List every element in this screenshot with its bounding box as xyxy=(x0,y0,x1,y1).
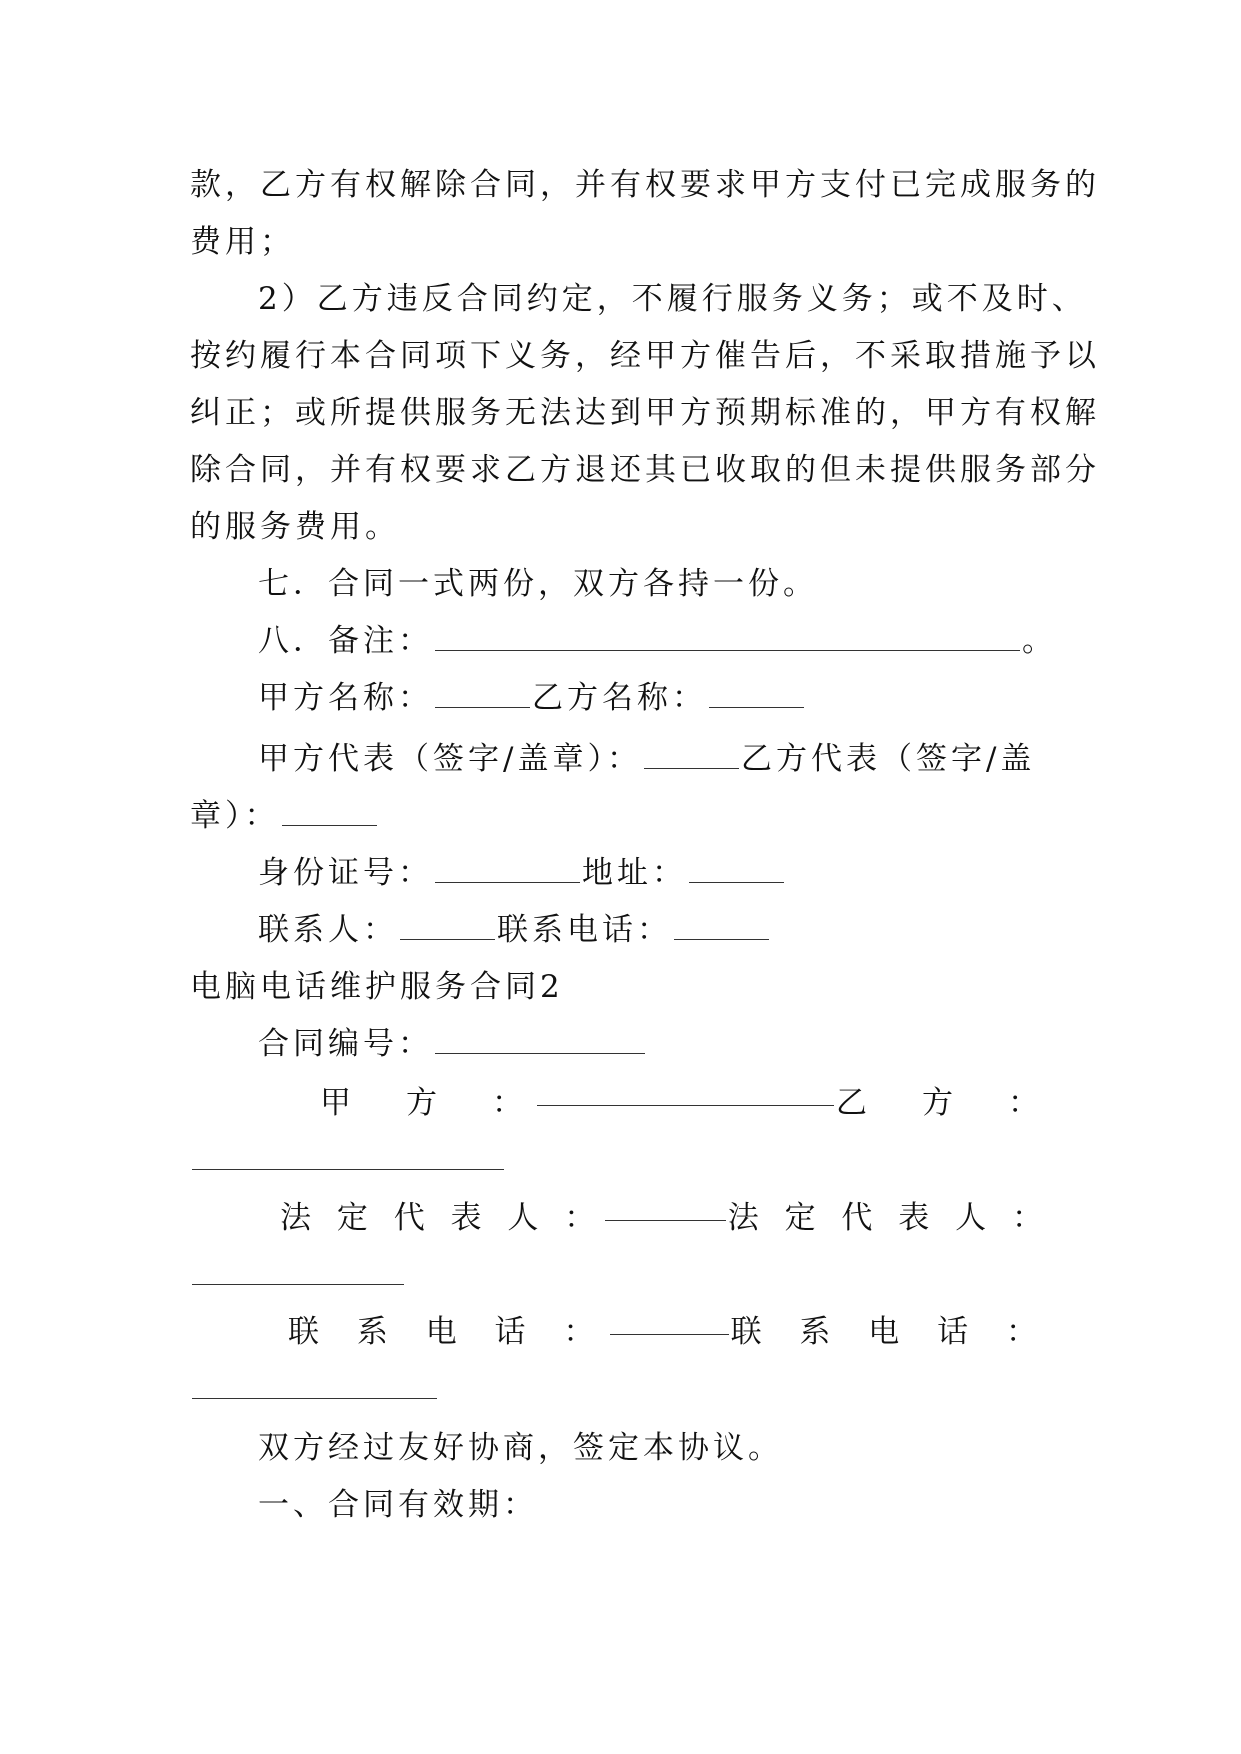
contact-person-blank[interactable] xyxy=(400,917,495,940)
section-one-heading xyxy=(258,1485,1051,1525)
text: 费用； xyxy=(190,224,295,260)
party-names-line xyxy=(258,678,1051,718)
body-line xyxy=(190,222,1051,262)
party-a-rep-label: 甲方代表（签字/盖章）： xyxy=(258,741,642,777)
body-line xyxy=(190,336,1100,376)
contact-person-label: 联系人： xyxy=(258,912,398,948)
contact-line xyxy=(258,910,1051,950)
remarks-line xyxy=(258,621,1057,661)
party-b-rep-label: 乙方代表（签字/盖 xyxy=(740,741,1036,777)
text: 按约履行本合同项下义务，经甲方催告后，不采取措施予以 xyxy=(190,338,1100,374)
contract-number-line xyxy=(258,1024,1051,1064)
legal-rep-b-label: 法 定 代 表 人 ： xyxy=(727,1200,1051,1236)
body-line xyxy=(190,507,1051,547)
text: 除合同，并有权要求乙方退还其已收取的但未提供服务部分 xyxy=(190,452,1100,488)
text: 一、合同有效期： xyxy=(258,1487,538,1523)
party-a-label: 甲 方 ： xyxy=(320,1085,535,1121)
party-a-blank[interactable] xyxy=(537,1083,834,1106)
text: 章）： xyxy=(190,798,280,834)
text: 。 xyxy=(1022,623,1057,659)
phone-b-blank-line xyxy=(190,1369,1051,1409)
parties-line xyxy=(320,1083,1051,1123)
remarks-blank[interactable] xyxy=(435,628,1020,651)
party-a-rep-blank[interactable] xyxy=(644,746,739,769)
legal-rep-b-blank[interactable] xyxy=(192,1262,404,1285)
contract-title xyxy=(190,967,1051,1007)
contract-number-blank[interactable] xyxy=(435,1031,645,1054)
party-a-name-blank[interactable] xyxy=(435,685,530,708)
phone-a-label: 联 系 电 话 ： xyxy=(288,1314,609,1350)
clause-seven xyxy=(258,564,1051,604)
legal-rep-b-blank-line xyxy=(190,1255,1051,1295)
address-blank[interactable] xyxy=(689,860,784,883)
text: 双方经过友好协商，签定本协议。 xyxy=(258,1430,783,1466)
contact-phone-label: 联系电话： xyxy=(497,912,672,948)
text: 2）乙方违反合同约定，不履行服务义务；或不及时、 xyxy=(258,281,1087,317)
remarks-label: 八．备注： xyxy=(258,623,433,659)
legal-rep-a-blank[interactable] xyxy=(605,1198,725,1221)
id-number-label: 身份证号： xyxy=(258,855,433,891)
body-line xyxy=(190,450,1100,490)
party-b-rep-blank[interactable] xyxy=(282,803,377,826)
text: 的服务费用。 xyxy=(190,509,400,545)
party-a-name-label: 甲方名称： xyxy=(258,680,433,716)
representative-line xyxy=(258,739,1051,779)
party-b-blank[interactable] xyxy=(192,1147,504,1170)
contact-phone-blank[interactable] xyxy=(674,917,769,940)
text: 七．合同一式两份，双方各持一份。 xyxy=(258,566,818,602)
body-line xyxy=(258,279,1087,319)
phone-b-blank[interactable] xyxy=(192,1376,437,1399)
contract-number-label: 合同编号： xyxy=(258,1026,433,1062)
party-b-name-blank[interactable] xyxy=(709,685,804,708)
phone-a-blank[interactable] xyxy=(610,1312,728,1335)
body-line xyxy=(190,165,1100,205)
phone-b-label: 联 系 电 话 ： xyxy=(730,1314,1051,1350)
party-b-name-label: 乙方名称： xyxy=(532,680,707,716)
body-line xyxy=(190,393,1100,433)
representative-line-cont xyxy=(190,796,1051,836)
text: 纠正；或所提供服务无法达到甲方预期标准的，甲方有权解 xyxy=(190,395,1100,431)
party-b-blank-line xyxy=(190,1140,1051,1180)
phone-line xyxy=(288,1312,1051,1352)
id-number-blank[interactable] xyxy=(435,860,580,883)
agreement-line xyxy=(258,1428,1051,1468)
address-label: 地址： xyxy=(582,855,687,891)
party-b-label: 乙 方 ： xyxy=(836,1085,1051,1121)
legal-rep-a-label: 法 定 代 表 人 ： xyxy=(280,1200,604,1236)
legal-rep-line xyxy=(280,1198,1051,1238)
text: 电脑电话维护服务合同2 xyxy=(190,969,564,1005)
id-address-line xyxy=(258,853,1051,893)
text: 款，乙方有权解除合同，并有权要求甲方支付已完成服务的 xyxy=(190,167,1100,203)
